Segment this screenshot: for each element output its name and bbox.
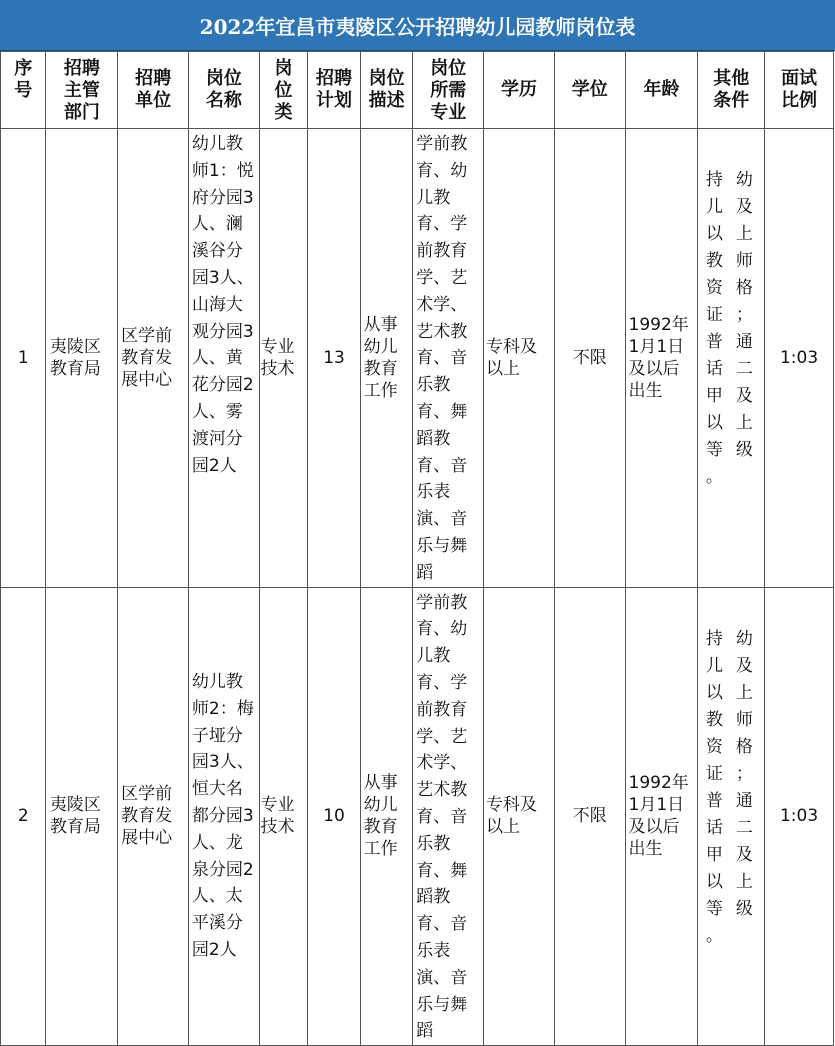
other-char: 持 [705, 628, 723, 649]
other-char: 级 [735, 898, 753, 919]
cell-age [625, 129, 698, 588]
other-char: 甲 [705, 844, 723, 865]
other-char: 上 [735, 413, 753, 433]
cell-position-value: 幼儿教师1：悦府分园3人、澜溪谷分园3人、山海大观分园3人、黄花分园2人、雾渡河分园2人 [191, 134, 254, 476]
header-ratio-text [765, 52, 833, 128]
cell-plan-value: 10 [323, 806, 345, 827]
header-line: 号 [14, 80, 33, 101]
cell-dept [46, 587, 118, 1046]
cell-desc-value: 从事幼儿教育工作 [363, 314, 398, 401]
other-conditions-right-column [734, 626, 754, 923]
header-other [698, 52, 765, 129]
header-line: 类 [274, 102, 293, 123]
header-degree [554, 52, 625, 129]
other-char: 格 [735, 736, 753, 757]
other-char: 教 [705, 709, 723, 730]
other-char: 以 [705, 682, 723, 703]
cell-category-value: 专业技术 [260, 336, 295, 379]
header-line: 其他 [713, 68, 750, 89]
header-line: 年龄 [643, 79, 680, 100]
other-char: 及 [735, 197, 753, 217]
cell-desc [360, 587, 413, 1046]
other-char: 上 [735, 224, 753, 244]
header-dept-text [46, 52, 117, 128]
cell-position [189, 587, 260, 1046]
other-char: 儿 [705, 197, 723, 217]
cell-category [259, 129, 308, 588]
cell-degree [554, 587, 625, 1046]
header-dept [46, 52, 118, 129]
header-age-text [626, 52, 698, 128]
cell-ratio [765, 587, 834, 1046]
header-line: 学位 [571, 79, 608, 100]
header-line: 招聘 [316, 68, 353, 89]
header-unit-text [118, 52, 188, 128]
other-char: 等 [705, 898, 723, 919]
header-line: 条件 [713, 90, 750, 111]
cell-plan-value: 13 [323, 347, 345, 368]
cell-no [1, 587, 46, 1046]
header-line: 主管 [63, 80, 100, 101]
other-char: 通 [735, 790, 753, 811]
header-no-text [1, 52, 45, 128]
other-char: 级 [735, 440, 753, 460]
other-char: 幼 [735, 628, 753, 649]
header-line: 描述 [368, 90, 405, 111]
header-category [259, 52, 308, 129]
cell-category [259, 587, 308, 1046]
cell-major [413, 129, 484, 588]
other-char: 证 [705, 305, 723, 325]
other-char: 格 [735, 278, 753, 298]
cell-other [698, 129, 765, 588]
cell-ratio-value: 1:03 [779, 347, 819, 368]
header-line: 岗位 [430, 58, 467, 79]
header-plan-text [308, 52, 360, 128]
cell-degree-value: 不限 [572, 347, 607, 368]
other-char: 二 [735, 359, 753, 379]
header-line: 专业 [430, 102, 467, 123]
other-char: 等 [705, 440, 723, 460]
cell-position [189, 129, 260, 588]
other-char: 及 [735, 844, 753, 865]
cell-category-value: 专业技术 [260, 795, 295, 838]
other-char: ； [735, 763, 753, 784]
cell-no-value: 2 [17, 806, 29, 827]
other-char: 师 [735, 709, 753, 730]
cell-major-value: 学前教育、幼儿教育、学前教育学、艺术学、艺术教育、音乐教育、舞蹈教育、音乐表演、音乐与舞蹈 [416, 134, 468, 583]
cell-other [698, 587, 765, 1046]
other-char: 甲 [705, 386, 723, 406]
cell-education [484, 129, 555, 588]
header-category-text [260, 52, 308, 128]
other-char: 。 [705, 925, 723, 946]
header-position [189, 52, 260, 129]
header-position-text [189, 52, 259, 128]
cell-major [413, 587, 484, 1046]
header-other-text [698, 52, 764, 128]
other-conditions-left-column [704, 167, 724, 491]
cell-ratio-value: 1:03 [779, 806, 819, 827]
header-line: 序 [14, 58, 33, 79]
cell-age-value: 1992年1月1日及以后出生 [628, 314, 689, 401]
other-char: 师 [735, 251, 753, 271]
other-conditions-left-column [704, 626, 724, 950]
other-conditions-right-column [734, 167, 754, 464]
header-major-text [413, 52, 483, 128]
cell-age-value: 1992年1月1日及以后出生 [628, 773, 689, 860]
cell-major-value: 学前教育、幼儿教育、学前教育学、艺术学、艺术教育、音乐教育、舞蹈教育、音乐表演、音乐与舞蹈 [416, 592, 468, 1042]
header-unit [118, 52, 189, 129]
cell-degree [554, 129, 625, 588]
cell-position-value: 幼儿教师2：梅子垭分园3人、恒大名都分园3人、龙泉分园2人、太平溪分园2人 [191, 671, 254, 960]
header-row [1, 52, 834, 129]
cell-dept-value: 夷陵区教育局 [49, 336, 101, 379]
cell-unit [118, 587, 189, 1046]
cell-ratio [765, 129, 834, 588]
other-char: 儿 [705, 655, 723, 676]
cell-plan [308, 129, 361, 588]
cell-desc [360, 129, 413, 588]
header-plan [308, 52, 361, 129]
header-line: 所需 [430, 80, 467, 101]
other-char: 及 [735, 386, 753, 406]
header-line: 名称 [205, 90, 242, 111]
other-char: 以 [705, 871, 723, 892]
header-line: 部门 [63, 102, 100, 123]
header-line: 招聘 [135, 68, 172, 89]
header-line: 位 [274, 80, 293, 101]
other-char: 证 [705, 763, 723, 784]
header-line: 岗位 [368, 68, 405, 89]
other-char: 上 [735, 682, 753, 703]
header-desc [360, 52, 413, 129]
other-char: 普 [705, 790, 723, 811]
header-line: 岗位 [205, 68, 242, 89]
table-title: 2022年宜昌市夷陵区公开招聘幼儿园教师岗位表 [0, 0, 835, 51]
other-char: 资 [705, 736, 723, 757]
other-char: 话 [705, 817, 723, 838]
cell-degree-value: 不限 [572, 806, 607, 827]
other-char: 及 [735, 655, 753, 676]
header-line: 计划 [316, 90, 353, 111]
header-age [625, 52, 698, 129]
header-line: 单位 [135, 90, 172, 111]
header-no [1, 52, 46, 129]
cell-desc-value: 从事幼儿教育工作 [363, 773, 398, 860]
header-major [413, 52, 484, 129]
header-line: 学历 [501, 79, 538, 100]
other-char: 持 [705, 170, 723, 190]
other-char: 话 [705, 359, 723, 379]
cell-unit-value: 区学前教育发展中心 [121, 325, 173, 390]
other-char: 二 [735, 817, 753, 838]
header-line: 面试 [781, 68, 818, 89]
cell-education [484, 587, 555, 1046]
job-positions-table [0, 51, 834, 1046]
other-char: ； [735, 305, 753, 325]
other-char: 以 [705, 224, 723, 244]
header-ratio [765, 52, 834, 129]
other-char: 资 [705, 278, 723, 298]
header-education-text [484, 52, 554, 128]
other-char: 教 [705, 251, 723, 271]
cell-age [625, 587, 698, 1046]
cell-dept [46, 129, 118, 588]
other-char: 以 [705, 413, 723, 433]
header-desc-text [361, 52, 413, 128]
header-education [484, 52, 555, 129]
header-degree-text [555, 52, 625, 128]
other-char: 普 [705, 332, 723, 352]
cell-unit [118, 129, 189, 588]
table-row [1, 587, 834, 1046]
other-char: 。 [705, 467, 723, 487]
other-char: 上 [735, 871, 753, 892]
cell-unit-value: 区学前教育发展中心 [121, 784, 173, 849]
other-char: 幼 [735, 170, 753, 190]
header-line: 岗 [274, 58, 293, 79]
cell-no [1, 129, 46, 588]
header-line: 招聘 [63, 58, 100, 79]
cell-education-value: 专科及以上 [486, 336, 538, 379]
cell-dept-value: 夷陵区教育局 [49, 795, 101, 838]
table-row [1, 129, 834, 588]
header-line: 比例 [781, 90, 818, 111]
other-char: 通 [735, 332, 753, 352]
cell-plan [308, 587, 361, 1046]
cell-no-value: 1 [17, 347, 29, 368]
cell-education-value: 专科及以上 [486, 795, 538, 838]
